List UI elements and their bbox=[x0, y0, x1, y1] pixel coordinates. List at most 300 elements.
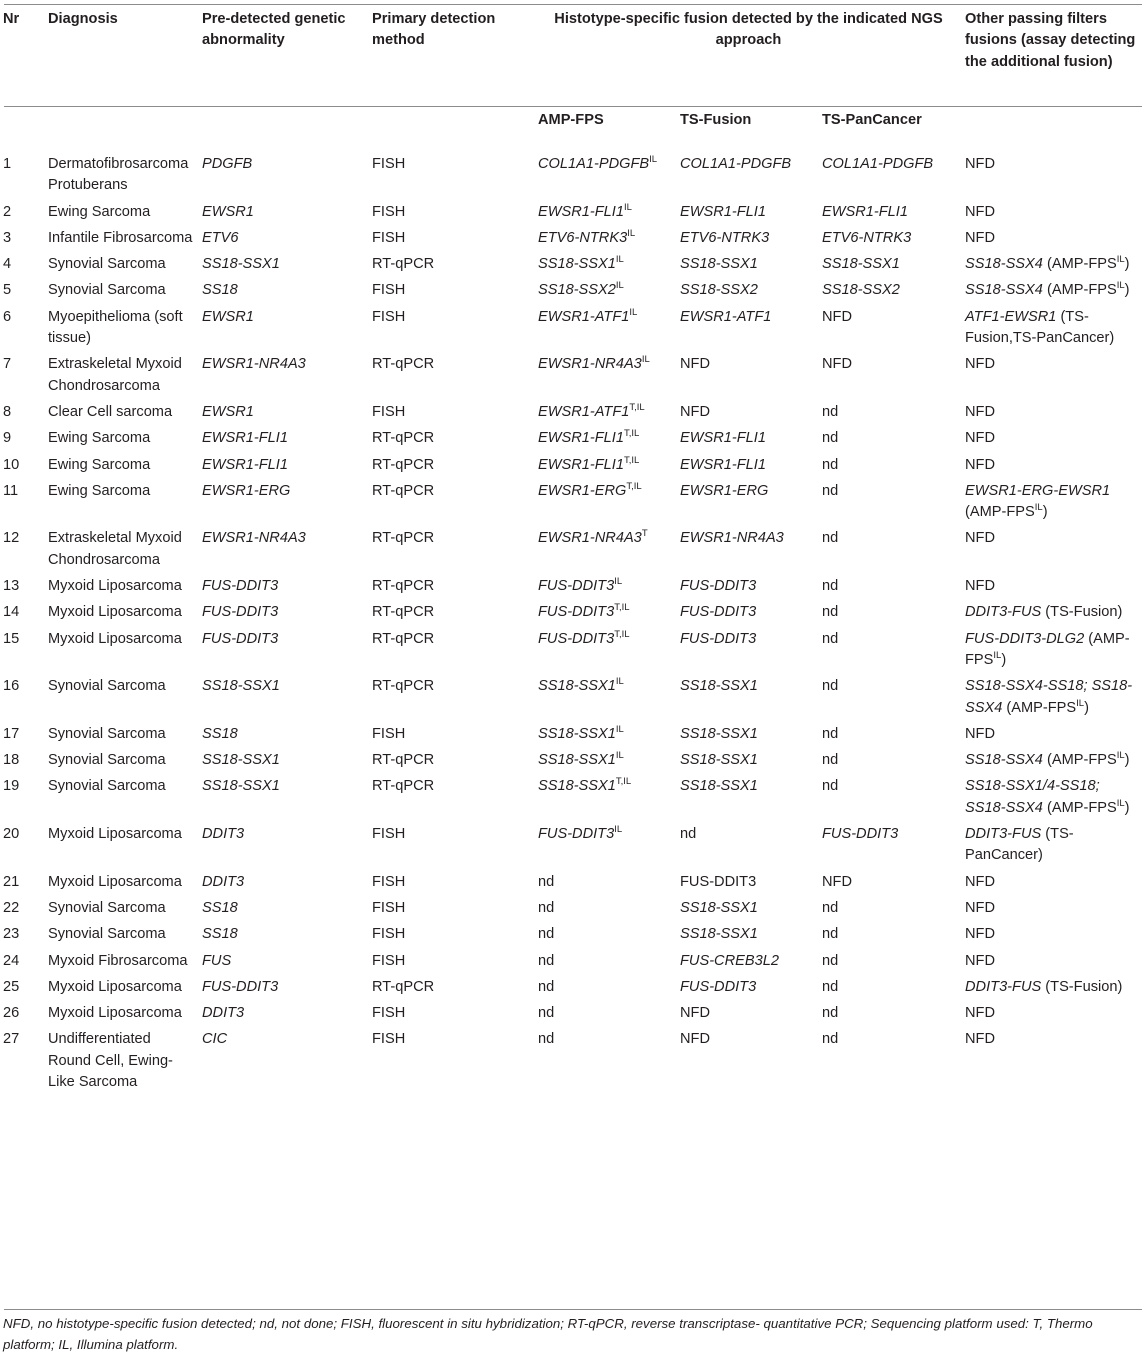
fusion-table bbox=[0, 7, 1144, 1098]
predetected-text: SS18 bbox=[202, 899, 238, 916]
cell-ts-fusion bbox=[678, 154, 820, 202]
row-number: 22 bbox=[3, 899, 20, 916]
other-fusion-text: NFD bbox=[965, 530, 996, 547]
predetected-text: SS18-SSX1 bbox=[202, 778, 280, 795]
predetected-text: EWSR1 bbox=[202, 308, 254, 325]
cell-ts-fusion bbox=[678, 576, 820, 602]
cell-diagnosis bbox=[46, 750, 200, 776]
cell-ts-fusion bbox=[678, 750, 820, 776]
platform-superscript: IL bbox=[649, 154, 658, 165]
assay-text: (AMP-FPS bbox=[965, 504, 1035, 521]
platform-superscript: T bbox=[641, 528, 648, 540]
cell-ts-pancancer bbox=[820, 254, 963, 280]
cell-amp-fps bbox=[536, 898, 678, 924]
amp-fps-text: FUS-DDIT3 bbox=[538, 826, 615, 843]
cell-nr bbox=[0, 576, 46, 602]
cell-other-fusions bbox=[963, 280, 1144, 306]
cell-amp-fps bbox=[536, 455, 678, 481]
cell-predetected bbox=[200, 676, 370, 724]
other-fusion-text: NFD bbox=[965, 899, 996, 916]
cell-nr bbox=[0, 776, 46, 824]
cell-ts-pancancer bbox=[820, 455, 963, 481]
diagnosis-text: Synovial Sarcoma bbox=[48, 778, 166, 795]
other-fusion-text: NFD bbox=[965, 156, 996, 172]
predetected-text: SS18 bbox=[202, 725, 238, 742]
predetected-text: SS18 bbox=[202, 282, 238, 299]
cell-diagnosis bbox=[46, 154, 200, 202]
cell-predetected bbox=[200, 951, 370, 977]
cell-predetected bbox=[200, 629, 370, 677]
ts-fusion-text: NFD bbox=[680, 1031, 710, 1048]
assay-text: (TS-Fusion) bbox=[1045, 978, 1123, 995]
cell-diagnosis bbox=[46, 354, 200, 402]
row-number: 19 bbox=[3, 778, 20, 795]
diagnosis-text: Extraskeletal Myxoid Chondrosarcoma bbox=[48, 530, 182, 568]
ts-fusion-text: FUS-DDIT3 bbox=[680, 578, 757, 595]
cell-diagnosis bbox=[46, 254, 200, 280]
method-text: RT-qPCR bbox=[372, 356, 435, 373]
predetected-text: PDGFB bbox=[202, 156, 253, 172]
platform-superscript: IL bbox=[627, 227, 636, 239]
cell-other-fusions bbox=[963, 254, 1144, 280]
row-number: 26 bbox=[3, 1005, 20, 1022]
row-number: 20 bbox=[3, 826, 20, 843]
cell-diagnosis bbox=[46, 202, 200, 228]
predetected-text: CIC bbox=[202, 1031, 228, 1048]
col-header-histotype: Histotype-specific fusion detected by the indicated NGS approach bbox=[554, 11, 943, 49]
cell-diagnosis bbox=[46, 455, 200, 481]
cell-ts-fusion bbox=[678, 602, 820, 628]
predetected-text: SS18-SSX1 bbox=[202, 678, 280, 695]
row-number: 11 bbox=[3, 482, 19, 499]
cell-diagnosis bbox=[46, 724, 200, 750]
cell-ts-pancancer bbox=[820, 898, 963, 924]
platform-superscript: T,IL bbox=[626, 480, 642, 492]
method-text: RT-qPCR bbox=[372, 778, 435, 795]
amp-fps-text: nd bbox=[538, 899, 555, 916]
other-fusion-text: FUS-DDIT3-DLG2 bbox=[965, 630, 1085, 647]
cell-other-fusions bbox=[963, 776, 1144, 824]
platform-superscript: T,IL bbox=[615, 776, 632, 788]
col-header-diagnosis: Diagnosis bbox=[48, 11, 118, 27]
other-fusion-text: DDIT3-FUS bbox=[965, 826, 1042, 843]
row-number: 6 bbox=[3, 308, 12, 325]
ts-fusion-text: SS18-SSX1 bbox=[680, 899, 758, 916]
ts-fusion-text: SS18-SSX1 bbox=[680, 256, 758, 273]
cell-method bbox=[370, 872, 536, 898]
assay-platform-superscript: IL bbox=[1116, 797, 1125, 809]
ts-pancancer-text: nd bbox=[822, 430, 839, 447]
cell-predetected bbox=[200, 977, 370, 1003]
predetected-text: SS18-SSX1 bbox=[202, 256, 280, 273]
cell-other-fusions bbox=[963, 951, 1144, 977]
cell-nr bbox=[0, 602, 46, 628]
row-number: 7 bbox=[3, 356, 12, 373]
cell-amp-fps bbox=[536, 676, 678, 724]
header-row bbox=[0, 7, 1144, 103]
ts-pancancer-text: nd bbox=[822, 678, 839, 695]
cell-predetected bbox=[200, 776, 370, 824]
cell-nr bbox=[0, 872, 46, 898]
ts-pancancer-text: nd bbox=[822, 1005, 839, 1022]
cell-other-fusions bbox=[963, 898, 1144, 924]
cell-predetected bbox=[200, 428, 370, 454]
cell-ts-pancancer bbox=[820, 481, 963, 529]
table-row bbox=[0, 1029, 1144, 1098]
assay-text: (AMP-FPS bbox=[1046, 752, 1117, 769]
row-number: 3 bbox=[3, 229, 12, 246]
diagnosis-text: Ewing Sarcoma bbox=[48, 430, 151, 447]
platform-superscript: T,IL bbox=[614, 628, 630, 640]
predetected-text: DDIT3 bbox=[202, 873, 245, 890]
ts-fusion-text: FUS-DDIT3 bbox=[680, 630, 757, 647]
table-row bbox=[0, 280, 1144, 306]
cell-nr bbox=[0, 724, 46, 750]
cell-diagnosis bbox=[46, 481, 200, 529]
table-row bbox=[0, 1003, 1144, 1029]
diagnosis-text: Myxoid Liposarcoma bbox=[48, 978, 182, 995]
cell-nr bbox=[0, 280, 46, 306]
cell-ts-fusion bbox=[678, 951, 820, 977]
cell-nr bbox=[0, 750, 46, 776]
cell-diagnosis bbox=[46, 924, 200, 950]
cell-method bbox=[370, 776, 536, 824]
cell-nr bbox=[0, 528, 46, 576]
cell-other-fusions bbox=[963, 428, 1144, 454]
cell-method bbox=[370, 676, 536, 724]
ts-pancancer-text: nd bbox=[822, 899, 839, 916]
predetected-text: EWSR1-NR4A3 bbox=[202, 530, 306, 547]
platform-superscript: IL bbox=[614, 824, 623, 836]
assay-close: ) bbox=[1124, 256, 1130, 273]
table-row bbox=[0, 402, 1144, 428]
platform-superscript: IL bbox=[615, 750, 624, 762]
amp-fps-text: FUS-DDIT3 bbox=[538, 604, 615, 621]
row-number: 8 bbox=[3, 403, 12, 420]
cell-method bbox=[370, 576, 536, 602]
ts-fusion-text: nd bbox=[680, 826, 697, 843]
cell-method bbox=[370, 402, 536, 428]
cell-diagnosis bbox=[46, 872, 200, 898]
cell-predetected bbox=[200, 750, 370, 776]
other-fusion-text: ATF1-EWSR1 bbox=[965, 308, 1057, 325]
platform-superscript: IL bbox=[615, 280, 624, 292]
cell-nr bbox=[0, 676, 46, 724]
cell-amp-fps bbox=[536, 528, 678, 576]
platform-superscript: T,IL bbox=[623, 454, 640, 466]
cell-predetected bbox=[200, 402, 370, 428]
cell-ts-fusion bbox=[678, 924, 820, 950]
cell-other-fusions bbox=[963, 750, 1144, 776]
assay-platform-superscript: IL bbox=[1116, 254, 1125, 266]
cell-ts-pancancer bbox=[820, 602, 963, 628]
cell-ts-fusion bbox=[678, 307, 820, 355]
amp-fps-text: EWSR1-NR4A3 bbox=[538, 356, 642, 373]
cell-ts-pancancer bbox=[820, 872, 963, 898]
ts-pancancer-text: SS18-SSX1 bbox=[822, 256, 900, 273]
method-text: FISH bbox=[372, 899, 406, 916]
table-row bbox=[0, 724, 1144, 750]
diagnosis-text: Myxoid Liposarcoma bbox=[48, 578, 182, 595]
method-text: FISH bbox=[372, 952, 406, 969]
predetected-text: DDIT3 bbox=[202, 1005, 245, 1022]
col-header-other-fusions: Other passing filters fusions (assay detecting the additional fusion) bbox=[965, 11, 1136, 70]
ts-fusion-text: SS18-SSX1 bbox=[680, 926, 758, 943]
ts-pancancer-text: NFD bbox=[822, 873, 852, 890]
cell-predetected bbox=[200, 481, 370, 529]
cell-ts-pancancer bbox=[820, 1003, 963, 1029]
cell-amp-fps bbox=[536, 924, 678, 950]
assay-text: (TS-Fusion,TS-PanCancer) bbox=[965, 308, 1115, 347]
predetected-text: SS18-SSX1 bbox=[202, 752, 280, 769]
row-number: 10 bbox=[3, 456, 20, 473]
platform-superscript: IL bbox=[614, 576, 623, 588]
diagnosis-text: Myxoid Liposarcoma bbox=[48, 873, 182, 890]
amp-fps-text: SS18-SSX1 bbox=[538, 725, 616, 742]
cell-method bbox=[370, 280, 536, 306]
cell-method bbox=[370, 951, 536, 977]
row-number: 9 bbox=[3, 430, 12, 447]
cell-other-fusions bbox=[963, 872, 1144, 898]
other-fusion-text: DDIT3-FUS bbox=[965, 978, 1042, 995]
cell-amp-fps bbox=[536, 602, 678, 628]
cell-ts-fusion bbox=[678, 254, 820, 280]
cell-amp-fps bbox=[536, 402, 678, 428]
predetected-text: EWSR1-ERG bbox=[202, 482, 291, 499]
cell-ts-pancancer bbox=[820, 724, 963, 750]
ts-pancancer-text: nd bbox=[822, 578, 839, 595]
predetected-text: FUS-DDIT3 bbox=[202, 978, 279, 995]
other-fusion-text: NFD bbox=[965, 229, 996, 246]
cell-amp-fps bbox=[536, 872, 678, 898]
col-header-primary-method: Primary detection method bbox=[372, 11, 496, 49]
diagnosis-text: Dermatofibrosarcoma Protuberans bbox=[48, 156, 189, 194]
diagnosis-text: Ewing Sarcoma bbox=[48, 482, 151, 499]
cell-diagnosis bbox=[46, 951, 200, 977]
table-row bbox=[0, 428, 1144, 454]
row-number: 27 bbox=[3, 1031, 20, 1048]
method-text: RT-qPCR bbox=[372, 978, 435, 995]
amp-fps-text: COL1A1-PDGFB bbox=[538, 156, 650, 172]
col-header-nr: Nr bbox=[3, 11, 20, 27]
other-fusion-text: NFD bbox=[965, 1005, 996, 1022]
method-text: RT-qPCR bbox=[372, 456, 435, 473]
cell-other-fusions bbox=[963, 602, 1144, 628]
assay-close: ) bbox=[1001, 651, 1007, 668]
method-text: FISH bbox=[372, 403, 406, 420]
method-text: FISH bbox=[372, 203, 406, 220]
ts-fusion-text: FUS-CREB3L2 bbox=[680, 952, 779, 969]
row-number: 16 bbox=[3, 678, 20, 695]
cell-method bbox=[370, 1003, 536, 1029]
cell-amp-fps bbox=[536, 776, 678, 824]
method-text: FISH bbox=[372, 282, 406, 299]
cell-ts-fusion bbox=[678, 977, 820, 1003]
cell-method bbox=[370, 898, 536, 924]
platform-superscript: IL bbox=[615, 254, 624, 266]
method-text: RT-qPCR bbox=[372, 256, 435, 273]
cell-ts-fusion bbox=[678, 1029, 820, 1098]
other-fusion-text: NFD bbox=[965, 1031, 996, 1048]
row-number: 23 bbox=[3, 926, 20, 943]
ts-fusion-text: SS18-SSX2 bbox=[680, 282, 758, 299]
cell-ts-fusion bbox=[678, 481, 820, 529]
predetected-text: FUS-DDIT3 bbox=[202, 630, 279, 647]
top-rule bbox=[4, 4, 1142, 5]
method-text: FISH bbox=[372, 156, 406, 172]
cell-method bbox=[370, 354, 536, 402]
table-row bbox=[0, 576, 1144, 602]
diagnosis-text: Myxoid Liposarcoma bbox=[48, 1005, 182, 1022]
cell-ts-fusion bbox=[678, 428, 820, 454]
other-fusion-text: SS18-SSX4-SS18; SS18-SSX4 bbox=[965, 678, 1133, 716]
cell-predetected bbox=[200, 228, 370, 254]
ts-fusion-text: FUS-DDIT3 bbox=[680, 978, 757, 995]
cell-amp-fps bbox=[536, 481, 678, 529]
row-number: 15 bbox=[3, 630, 20, 647]
cell-method bbox=[370, 1029, 536, 1098]
cell-ts-pancancer bbox=[820, 280, 963, 306]
cell-diagnosis bbox=[46, 977, 200, 1003]
cell-ts-pancancer bbox=[820, 750, 963, 776]
diagnosis-text: Myoepithelioma (soft tissue) bbox=[48, 308, 183, 347]
amp-fps-text: SS18-SSX1 bbox=[538, 256, 616, 273]
method-text: RT-qPCR bbox=[372, 604, 435, 621]
ts-fusion-text: SS18-SSX1 bbox=[680, 778, 758, 795]
cell-method bbox=[370, 629, 536, 677]
amp-fps-text: EWSR1-ATF1 bbox=[538, 308, 630, 325]
cell-amp-fps bbox=[536, 629, 678, 677]
cell-other-fusions bbox=[963, 977, 1144, 1003]
cell-predetected bbox=[200, 202, 370, 228]
cell-other-fusions bbox=[963, 228, 1144, 254]
cell-method bbox=[370, 924, 536, 950]
cell-amp-fps bbox=[536, 202, 678, 228]
diagnosis-text: Ewing Sarcoma bbox=[48, 203, 151, 220]
table-row bbox=[0, 307, 1144, 355]
row-number: 18 bbox=[3, 752, 20, 769]
diagnosis-text: Synovial Sarcoma bbox=[48, 678, 166, 695]
col-header-ts-pancancer: TS-PanCancer bbox=[822, 112, 922, 128]
diagnosis-text: Synovial Sarcoma bbox=[48, 752, 166, 769]
amp-fps-text: FUS-DDIT3 bbox=[538, 578, 615, 595]
amp-fps-text: SS18-SSX1 bbox=[538, 678, 616, 695]
predetected-text: EWSR1-FLI1 bbox=[202, 456, 288, 473]
other-fusion-text: NFD bbox=[965, 873, 996, 890]
ts-pancancer-text: nd bbox=[822, 926, 839, 943]
diagnosis-text: Extraskeletal Myxoid Chondrosarcoma bbox=[48, 356, 182, 394]
other-fusion-text: SS18-SSX1/4-SS18; SS18-SSX4 bbox=[965, 778, 1100, 816]
ts-pancancer-text: nd bbox=[822, 952, 839, 969]
table-row bbox=[0, 776, 1144, 824]
predetected-text: FUS-DDIT3 bbox=[202, 578, 279, 595]
ts-fusion-text: ETV6-NTRK3 bbox=[680, 229, 770, 246]
ts-pancancer-text: nd bbox=[822, 456, 839, 473]
cell-diagnosis bbox=[46, 1029, 200, 1098]
cell-method bbox=[370, 428, 536, 454]
cell-ts-fusion bbox=[678, 354, 820, 402]
cell-diagnosis bbox=[46, 898, 200, 924]
amp-fps-text: SS18-SSX2 bbox=[538, 282, 616, 299]
table-row bbox=[0, 154, 1144, 202]
cell-amp-fps bbox=[536, 977, 678, 1003]
table-row bbox=[0, 824, 1144, 872]
platform-superscript: IL bbox=[615, 723, 624, 735]
table-footnote: NFD, no histotype-specific fusion detected; nd, not done; FISH, fluorescent in situ hybridization; RT-qPCR, reverse transcriptase- quantitative PCR; Sequencing platform used: T, Thermo platform; IL, Illumina platform. bbox=[3, 1316, 1093, 1352]
table-row bbox=[0, 481, 1144, 529]
cell-diagnosis bbox=[46, 1003, 200, 1029]
cell-ts-pancancer bbox=[820, 307, 963, 355]
method-text: FISH bbox=[372, 926, 406, 943]
cell-diagnosis bbox=[46, 576, 200, 602]
ts-pancancer-text: nd bbox=[822, 978, 839, 995]
cell-ts-pancancer bbox=[820, 354, 963, 402]
method-text: FISH bbox=[372, 725, 406, 742]
table-row bbox=[0, 202, 1144, 228]
platform-superscript: IL bbox=[615, 676, 624, 688]
cell-diagnosis bbox=[46, 228, 200, 254]
cell-ts-fusion bbox=[678, 629, 820, 677]
cell-predetected bbox=[200, 602, 370, 628]
method-text: FISH bbox=[372, 873, 406, 890]
cell-method bbox=[370, 528, 536, 576]
predetected-text: EWSR1 bbox=[202, 403, 254, 420]
table-row bbox=[0, 228, 1144, 254]
cell-predetected bbox=[200, 872, 370, 898]
cell-nr bbox=[0, 455, 46, 481]
diagnosis-text: Myxoid Liposarcoma bbox=[48, 826, 182, 843]
ts-fusion-text: FUS-DDIT3 bbox=[680, 873, 757, 890]
ts-pancancer-text: nd bbox=[822, 778, 839, 795]
method-text: FISH bbox=[372, 229, 406, 246]
table-row bbox=[0, 602, 1144, 628]
cell-nr bbox=[0, 307, 46, 355]
ts-fusion-text: SS18-SSX1 bbox=[680, 678, 758, 695]
diagnosis-text: Synovial Sarcoma bbox=[48, 282, 166, 299]
cell-ts-pancancer bbox=[820, 924, 963, 950]
amp-fps-text: nd bbox=[538, 1031, 555, 1048]
col-header-ts-fusion: TS-Fusion bbox=[680, 112, 752, 128]
cell-method bbox=[370, 154, 536, 202]
cell-predetected bbox=[200, 724, 370, 750]
ts-fusion-text: EWSR1-FLI1 bbox=[680, 430, 766, 447]
cell-other-fusions bbox=[963, 824, 1144, 872]
predetected-text: ETV6 bbox=[202, 229, 239, 246]
cell-ts-pancancer bbox=[820, 528, 963, 576]
table-row bbox=[0, 977, 1144, 1003]
method-text: FISH bbox=[372, 826, 406, 843]
row-number: 1 bbox=[3, 156, 12, 172]
cell-ts-pancancer bbox=[820, 154, 963, 202]
cell-ts-pancancer bbox=[820, 202, 963, 228]
assay-close: ) bbox=[1124, 282, 1130, 299]
cell-amp-fps bbox=[536, 307, 678, 355]
table-row bbox=[0, 924, 1144, 950]
cell-ts-pancancer bbox=[820, 428, 963, 454]
col-header-predetected: Pre-detected genetic abnormality bbox=[202, 11, 346, 49]
method-text: FISH bbox=[372, 1005, 406, 1022]
cell-ts-fusion bbox=[678, 776, 820, 824]
table-row bbox=[0, 354, 1144, 402]
amp-fps-text: SS18-SSX1 bbox=[538, 778, 616, 795]
cell-other-fusions bbox=[963, 354, 1144, 402]
other-fusion-text: NFD bbox=[965, 456, 996, 473]
ts-pancancer-text: FUS-DDIT3 bbox=[822, 826, 899, 843]
amp-fps-text: nd bbox=[538, 978, 555, 995]
cell-amp-fps bbox=[536, 228, 678, 254]
cell-nr bbox=[0, 977, 46, 1003]
ts-pancancer-text: nd bbox=[822, 530, 839, 547]
